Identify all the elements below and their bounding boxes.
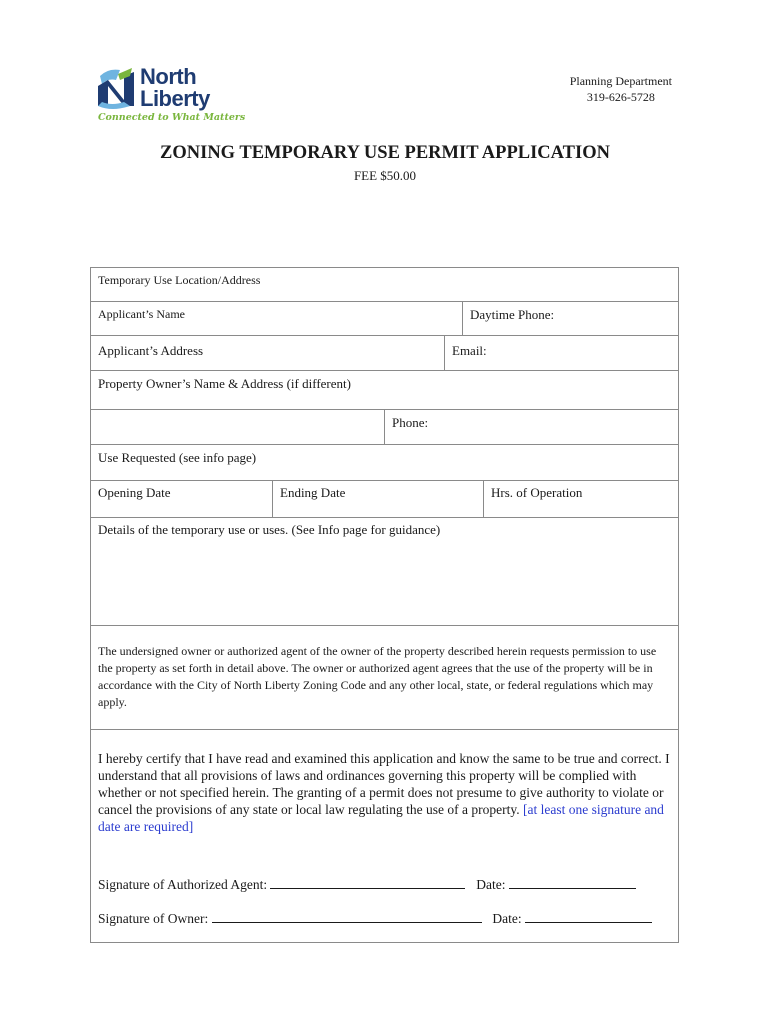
owner-signature-line [98, 910, 652, 927]
applicant-address-row [91, 335, 678, 371]
location-label: Temporary Use Location/Address [98, 273, 261, 287]
application-form [90, 267, 679, 943]
ending-date-label: Ending Date [280, 485, 346, 500]
logo-text-liberty: Liberty [140, 86, 210, 111]
department-phone: 319-626-5728 [586, 90, 655, 104]
applicant-address-field[interactable] [91, 336, 444, 371]
department-info [570, 73, 672, 105]
ending-date-field[interactable] [272, 481, 483, 518]
daytime-phone-label: Daytime Phone: [470, 307, 555, 322]
signature-requirement-note: [at least one signature and date are required] [98, 802, 664, 834]
page-title: ZONING TEMPORARY USE PERMIT APPLICATION [160, 143, 610, 163]
owner-row [91, 370, 678, 445]
agent-signature-label: Signature of Authorized Agent: [98, 877, 268, 892]
north-liberty-logo-mark-icon [94, 66, 140, 110]
owner-signature-label: Signature of Owner: [98, 911, 209, 926]
applicant-address-label: Applicant’s Address [98, 343, 204, 358]
owner-phone-label: Phone: [392, 415, 429, 430]
owner-date-label: Date: [492, 911, 522, 926]
details-field[interactable] [91, 517, 678, 626]
email-label: Email: [452, 343, 487, 358]
dates-row [91, 480, 678, 518]
owner-date-field[interactable] [525, 910, 652, 923]
details-label: Details of the temporary use or uses. (See Info page for guidance) [98, 522, 441, 537]
agreement-section [91, 625, 678, 730]
use-requested-field[interactable] [91, 444, 678, 481]
certify-statement: I hereby certify that I have read and examined this application and know the same to be true and correct. I understand that all provisions of laws and ordinances governing this property will be complied with whether or not specified herein. The granting of a permit does not presume to give authority to violate or cancel the provisions of any state or local law regulating the use of a property. [98, 751, 670, 817]
certification-section [91, 729, 678, 945]
agent-date-label: Date: [476, 877, 506, 892]
email-field[interactable] [444, 336, 678, 371]
owner-phone-field[interactable] [384, 409, 678, 445]
agent-date-field[interactable] [509, 876, 636, 889]
logo-tagline: Connected to What Matters [98, 112, 246, 123]
opening-date-label: Opening Date [98, 485, 171, 500]
use-requested-label: Use Requested (see info page) [98, 450, 257, 465]
agreement-text: The undersigned owner or authorized agent of the owner of the property described herein requests permission to use the property as set forth in detail above. The owner or authorized agent agrees that the use of the property will be in accordance with the City of North Liberty Zoning Code and any other local, state, or federal regulations which may apply. [98, 644, 657, 709]
department-name: Planning Department [569, 74, 672, 88]
north-liberty-logo [94, 64, 246, 128]
hours-of-operation-field[interactable] [483, 481, 678, 518]
owner-signature-field[interactable] [212, 910, 482, 923]
daytime-phone-field[interactable] [462, 302, 678, 336]
opening-date-field[interactable] [91, 481, 272, 518]
owner-label: Property Owner’s Name & Address (if different) [98, 376, 351, 391]
owner-row-divider [91, 409, 384, 445]
location-field[interactable] [91, 268, 678, 301]
agent-signature-field[interactable] [270, 876, 465, 889]
logo-text-north: North [140, 64, 197, 89]
applicant-name-label: Applicant’s Name [98, 307, 185, 321]
applicant-name-row [91, 301, 678, 336]
certification-text [98, 750, 670, 835]
fee-amount: FEE $50.00 [353, 168, 417, 183]
agent-signature-line [98, 876, 636, 893]
hours-of-operation-label: Hrs. of Operation [491, 485, 583, 500]
applicant-name-field[interactable] [91, 302, 462, 336]
